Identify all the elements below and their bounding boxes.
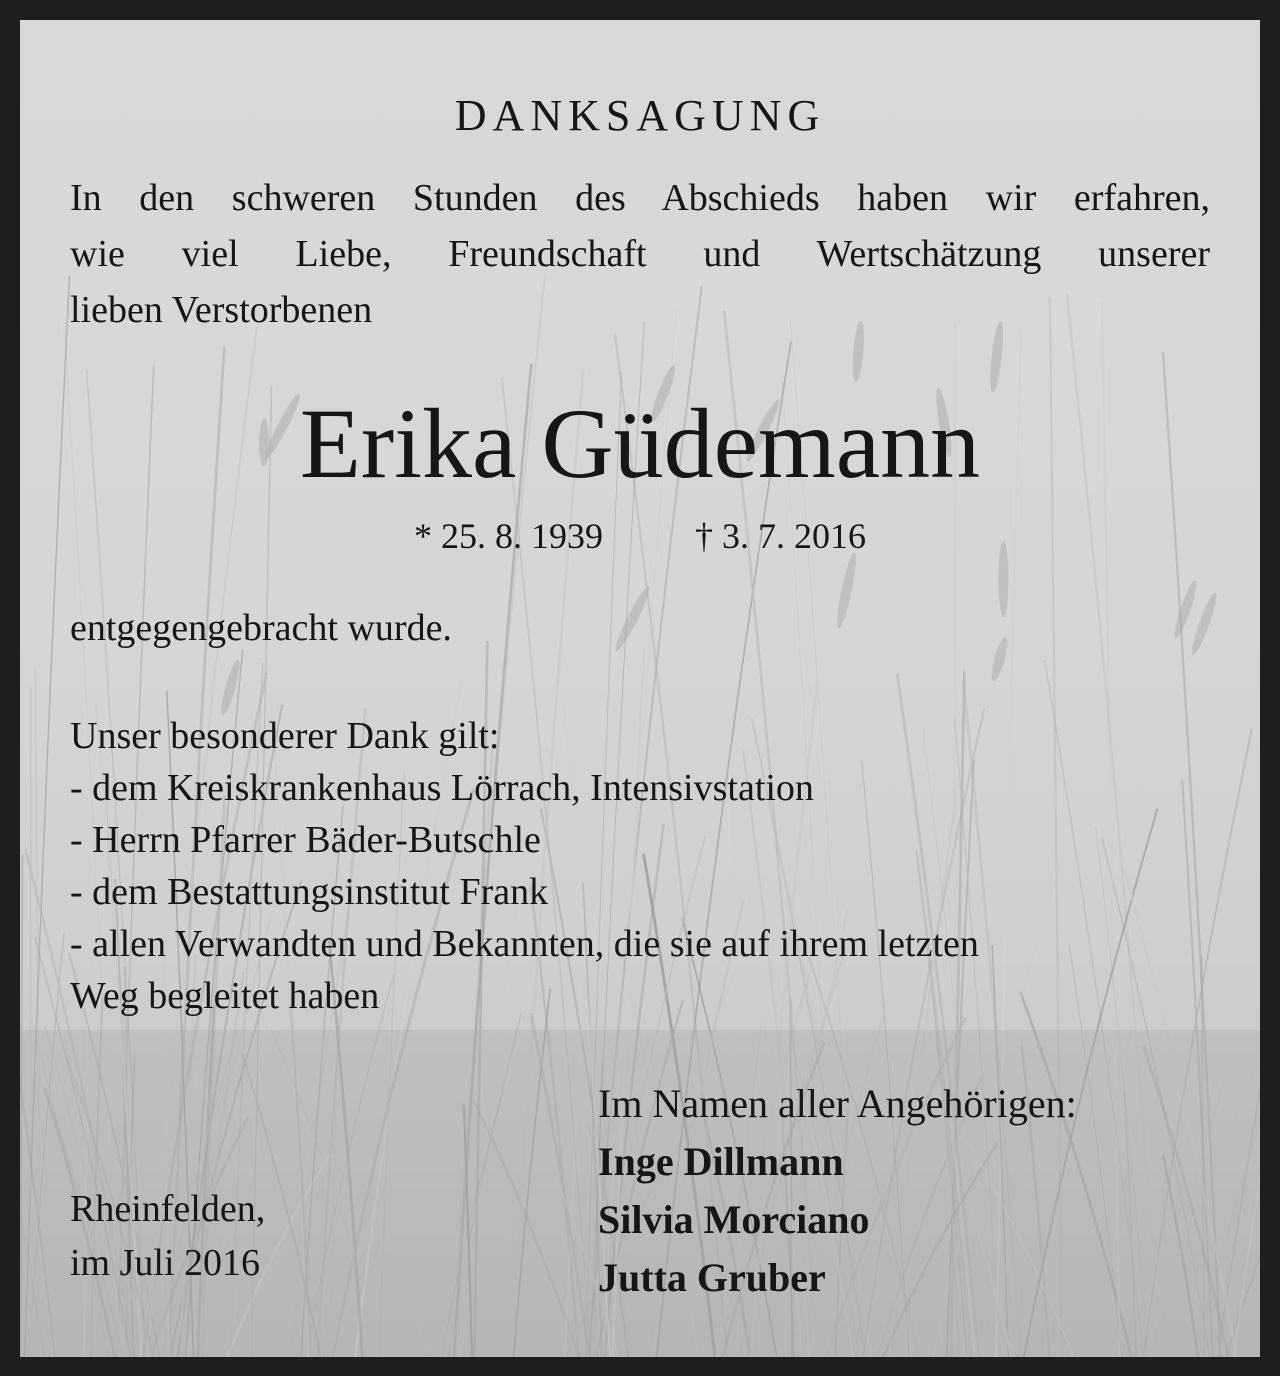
signature-intro: Im Namen aller Angehörigen: [598, 1081, 1077, 1126]
signer-name: Jutta Gruber [598, 1255, 826, 1300]
grass-seed-head [989, 636, 1011, 682]
intro-line-3: lieben Verstorbenen [70, 289, 373, 331]
place: Rheinfelden, [70, 1188, 266, 1230]
signer-name: Inge Dillmann [598, 1139, 844, 1184]
grass-seed-head [612, 584, 653, 653]
list-item: - Herrn Pfarrer Bäder-Butschle [70, 819, 541, 861]
heading-title: DANKSAGUNG [454, 91, 826, 140]
grass-seed-head [1171, 579, 1200, 640]
list-item: - dem Bestattungsinstitut Frank [70, 871, 549, 913]
grass-seed-head [834, 551, 859, 629]
continuation-text: entgegengebracht wurde. [70, 607, 452, 649]
list-item: - dem Kreiskrankenhaus Lörrach, Intensivstation [70, 767, 814, 809]
list-item: - allen Verwandten und Bekannten, die sie auf ihrem letzten [70, 923, 979, 965]
signature-block [598, 1075, 1077, 1307]
list-item-continuation: Weg begleitet haben [70, 975, 380, 1017]
signer-name: Silvia Morciano [598, 1197, 870, 1242]
place-and-date [70, 1182, 265, 1290]
thanks-list [70, 710, 979, 1022]
birth-date: * 25. 8. 1939 [414, 516, 603, 556]
intro-paragraph [70, 170, 1210, 338]
life-dates [20, 515, 1260, 557]
thanks-title: Unser besonderer Dank gilt: [70, 715, 500, 757]
death-date: † 3. 7. 2016 [695, 516, 866, 556]
intro-line-1: In den schweren Stunden des Abschieds haben wir erfahren, [70, 177, 1210, 219]
obituary-card [20, 20, 1260, 1357]
date: im Juli 2016 [70, 1242, 261, 1284]
deceased-name: Erika Güdemann [299, 388, 981, 499]
intro-line-2: wie viel Liebe, Freundschaft und Wertschätzung unserer [70, 233, 1210, 275]
